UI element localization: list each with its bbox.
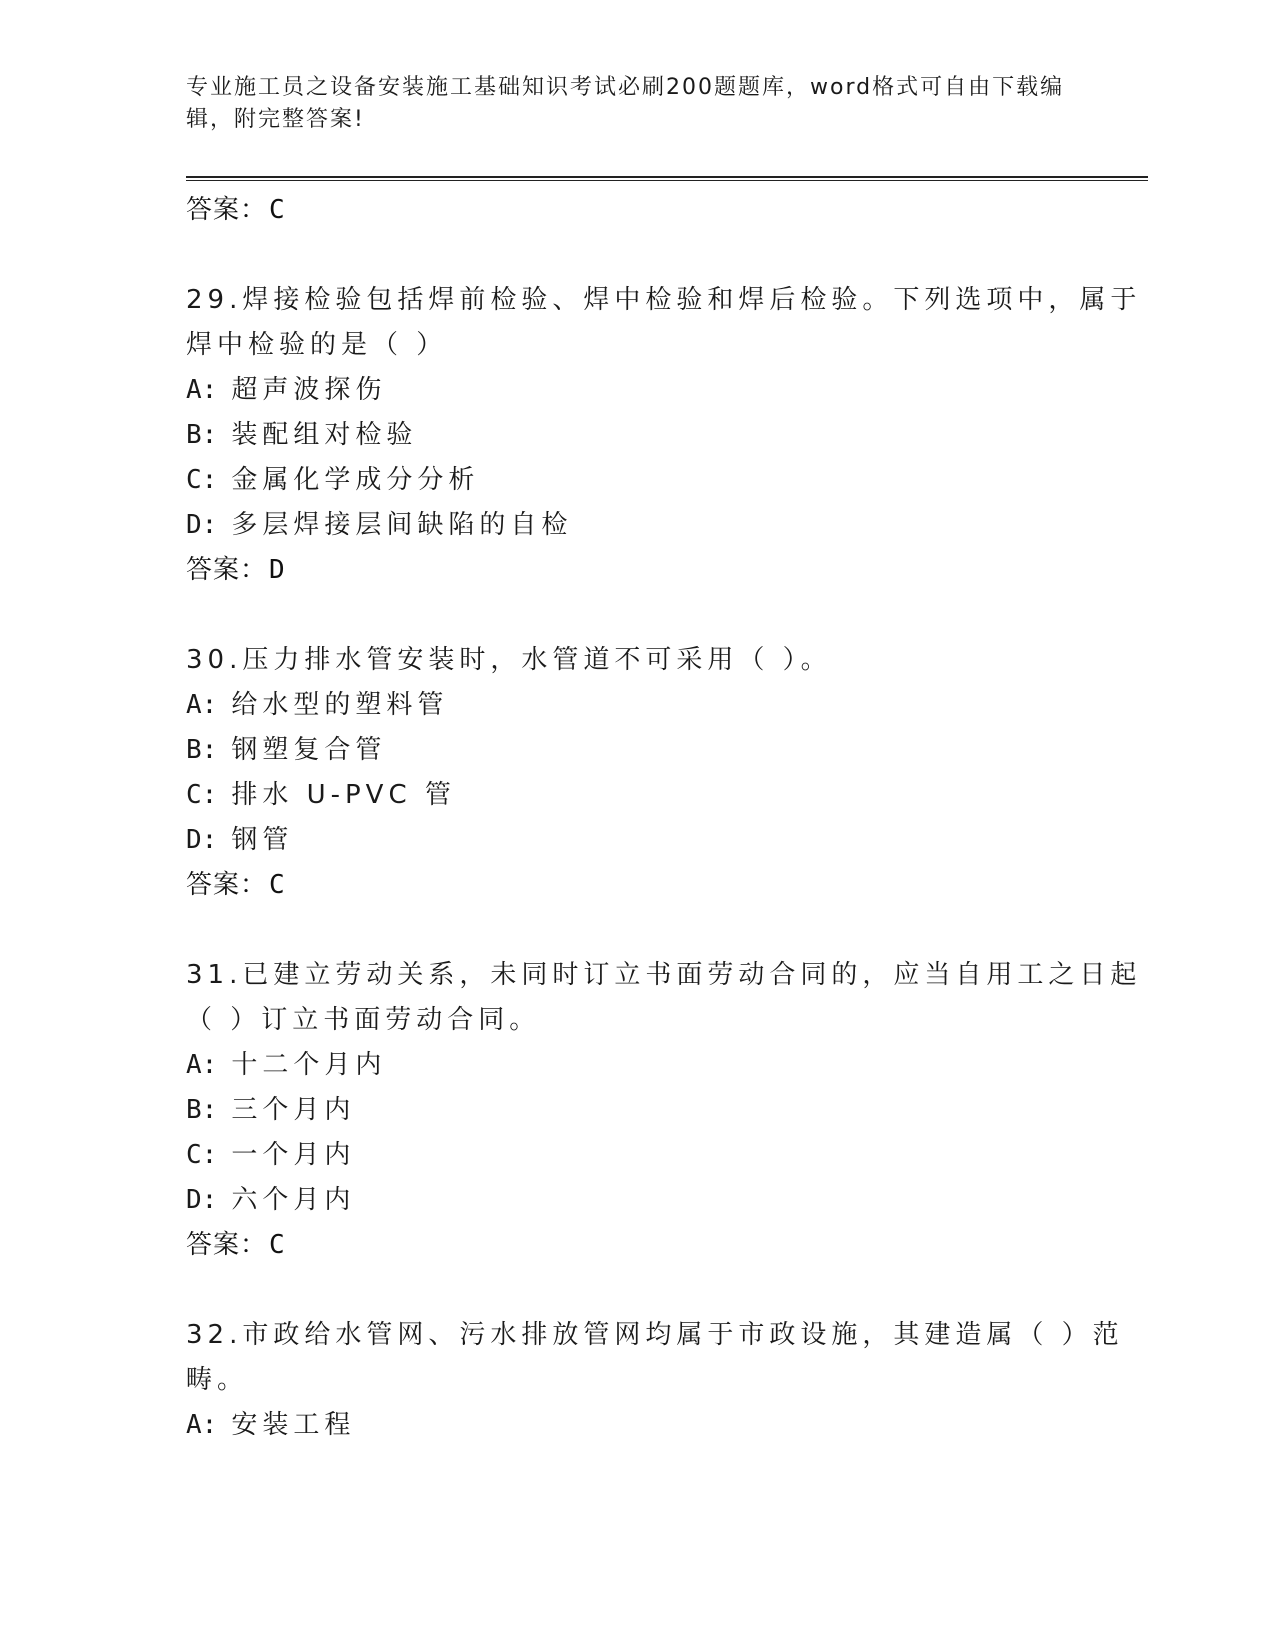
answer-label: 答案： (186, 870, 268, 900)
answer-line (186, 1223, 1076, 1268)
option-key: C: (186, 780, 218, 810)
option-key: C: (186, 465, 218, 495)
answer-line (186, 548, 1076, 593)
option-text: 多层焊接层间缺陷的自检 (231, 510, 573, 540)
option-b (186, 728, 1076, 773)
option-key: D: (186, 510, 218, 540)
option-a (186, 368, 1076, 413)
question-stem-continued: 畴。 (186, 1365, 249, 1395)
page-header-title: 专业施工员之设备安装施工基础知识考试必刷200题题库，word格式可自由下载编辑，附完整答案! (186, 75, 1065, 132)
question-stem: 31.已建立劳动关系，未同时订立书面劳动合同的，应当自用工之日起 (186, 960, 1142, 990)
option-b (186, 1088, 1076, 1133)
option-text: 安装工程 (231, 1410, 356, 1440)
option-key: B: (186, 420, 218, 450)
option-c (186, 458, 1076, 503)
spacer (186, 908, 1076, 953)
answer-line (186, 188, 1076, 233)
answer-value: D (269, 555, 286, 585)
option-key: A: (186, 375, 218, 405)
option-b (186, 413, 1076, 458)
question-item (186, 638, 1076, 908)
option-text: 一个月内 (231, 1140, 356, 1170)
option-a (186, 1403, 1076, 1448)
option-key: A: (186, 690, 218, 720)
option-c (186, 1133, 1076, 1178)
question-stem: 32.市政给水管网、污水排放管网均属于市政设施，其建造属（ ）范 (186, 1320, 1124, 1350)
option-text: 钢塑复合管 (231, 735, 387, 765)
option-d (186, 1178, 1076, 1223)
option-text: 排水 U-PVC 管 (231, 780, 456, 810)
question-list (186, 188, 1142, 1448)
option-a (186, 683, 1076, 728)
question-item (186, 278, 1142, 593)
spacer (186, 233, 1076, 278)
option-text: 钢管 (231, 825, 294, 855)
option-key: D: (186, 1185, 218, 1215)
option-text: 六个月内 (231, 1185, 356, 1215)
option-a (186, 1043, 1076, 1088)
question-stem-continued: 焊中检验的是（ ） (186, 330, 448, 360)
spacer (186, 593, 1076, 638)
option-key: B: (186, 735, 218, 765)
option-text: 三个月内 (231, 1095, 356, 1125)
option-key: D: (186, 825, 218, 855)
option-d (186, 818, 1076, 863)
answer-label: 答案： (186, 195, 268, 225)
option-text: 给水型的塑料管 (231, 690, 449, 720)
option-text: 十二个月内 (231, 1050, 387, 1080)
answer-value: C (269, 195, 286, 225)
option-key: B: (186, 1095, 218, 1125)
option-text: 装配组对检验 (231, 420, 418, 450)
option-key: A: (186, 1410, 218, 1440)
option-d (186, 503, 1076, 548)
option-key: C: (186, 1140, 218, 1170)
option-key: A: (186, 1050, 218, 1080)
option-text: 超声波探伤 (231, 375, 387, 405)
option-text: 金属化学成分分析 (231, 465, 480, 495)
spacer (186, 1268, 1076, 1313)
header-divider (186, 176, 1148, 181)
question-stem: 29.焊接检验包括焊前检验、焊中检验和焊后检验。下列选项中，属于 (186, 285, 1142, 315)
answer-line (186, 863, 1076, 908)
question-stem-continued: （ ）订立书面劳动合同。 (186, 1005, 541, 1035)
answer-label: 答案： (186, 555, 268, 585)
option-c (186, 773, 1076, 818)
answer-label: 答案： (186, 1230, 268, 1260)
answer-value: C (269, 870, 286, 900)
question-item (186, 1313, 1124, 1448)
question-stem: 30.压力排水管安装时，水管道不可采用（ ）。 (186, 645, 832, 675)
answer-value: C (269, 1230, 286, 1260)
question-item (186, 953, 1142, 1268)
